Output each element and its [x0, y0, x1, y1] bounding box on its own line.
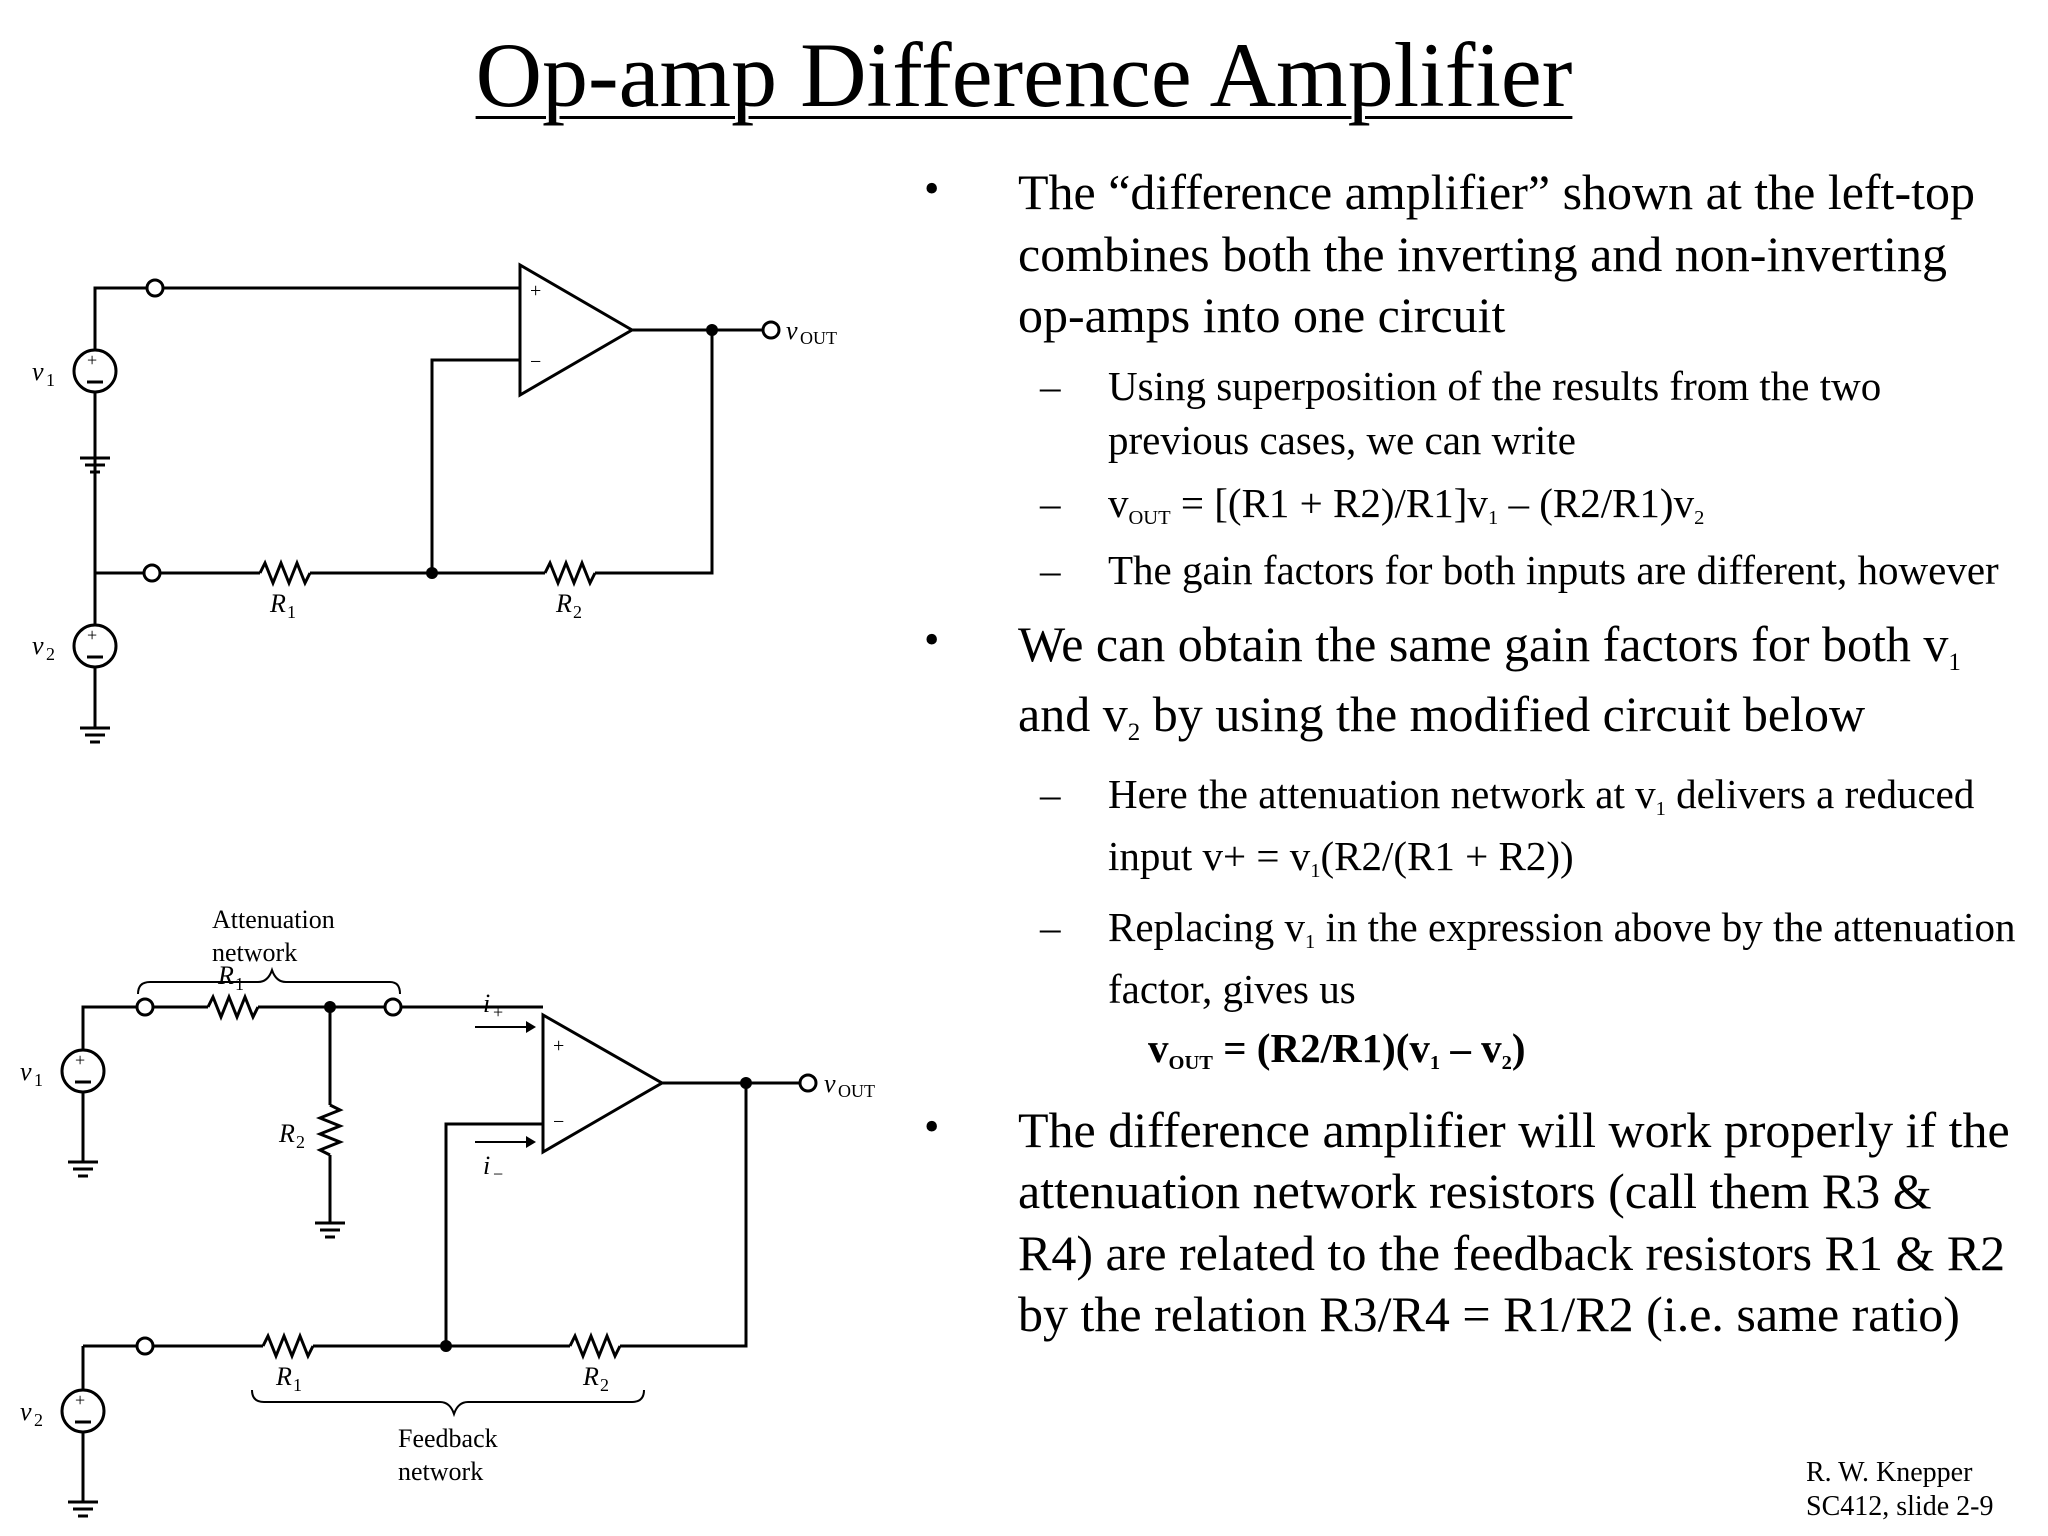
eq-sub: 1: [1487, 507, 1499, 530]
sub-bullet-2-1: [920, 764, 2020, 887]
v1-label-sub: 1: [34, 1070, 43, 1090]
r2-bottom-resistor-icon: [570, 1336, 620, 1356]
eq-sub: OUT: [1128, 507, 1171, 530]
feedback-label-line1: Feedback: [398, 1424, 498, 1453]
credit-slide-number: SC412, slide 2-9: [1806, 1491, 1994, 1523]
ground-icon: [68, 1162, 98, 1176]
inverting-input-wire: [432, 360, 520, 573]
r1-bottom-resistor-icon: [263, 1336, 313, 1356]
v2-label-sub: 2: [46, 644, 55, 664]
v1-source-plus: +: [87, 350, 98, 370]
i-minus-sub: −: [493, 1164, 504, 1184]
bullet-mark: •: [924, 1101, 940, 1151]
r1-bottom-label-sub: 1: [293, 1375, 302, 1395]
bullet-mark: •: [924, 164, 940, 213]
feedback-return-wire: [600, 330, 712, 573]
r1-resistor-icon: [260, 563, 310, 583]
v1-upper-wire: [83, 1007, 137, 1050]
r1-top-resistor-icon: [208, 997, 258, 1017]
dash-mark: –: [1040, 480, 1061, 527]
v1-wire: [95, 288, 155, 585]
sub-bullet-2-2-text: Replacing v: [1108, 904, 1305, 951]
difference-amplifier-schematic: [0, 240, 900, 780]
vout-label-sub: OUT: [838, 1081, 875, 1101]
bullet-3: [920, 1100, 2018, 1346]
vout-label: v: [786, 316, 798, 345]
attenuation-label-line1: Attenuation: [212, 905, 335, 934]
vout-label: v: [824, 1069, 836, 1098]
bullet-1-text: The “difference amplifier” shown at the left-top combines both the inverting and non-inverting op-amps into one circuit: [1018, 164, 1975, 343]
op-amp-minus-sign: −: [553, 1111, 565, 1133]
eq-sub: 2: [1694, 507, 1705, 530]
i-plus-arrow-icon: [475, 1021, 536, 1033]
v2-source-plus: +: [75, 1390, 86, 1410]
eq-part: – (R2/R1)v: [1498, 480, 1695, 527]
dash-mark: –: [1040, 547, 1061, 594]
final-equation: [920, 1024, 2020, 1075]
op-amp-plus-sign: +: [530, 280, 542, 302]
r2-bottom-label: R: [583, 1362, 599, 1391]
eq-sub: 1: [1429, 1052, 1441, 1075]
dash-mark: –: [1040, 771, 1061, 818]
sub-bullet-1-3: [920, 543, 2020, 598]
feedback-brace-icon: [252, 1390, 644, 1414]
i-plus-label: i: [483, 989, 491, 1018]
ground-icon: [80, 728, 110, 742]
feedback-return-wire: [630, 1083, 746, 1346]
r1-top-label-sub: 1: [235, 974, 244, 994]
eq-part: v: [1108, 480, 1129, 527]
inverting-node: [440, 1340, 452, 1352]
r2-shunt-label: R: [279, 1119, 295, 1148]
sub-bullet-1-1-text: Using superposition of the results from the two previous cases, we can write: [1108, 362, 1882, 464]
eq-part: ): [1511, 1025, 1526, 1072]
v2-terminal: [144, 565, 160, 581]
v2-label-sub: 2: [34, 1410, 43, 1430]
inverting-node: [426, 567, 438, 579]
r1-label: R: [270, 589, 286, 618]
r1-top-label: R: [218, 961, 234, 990]
sub-bullet-2-1-text: Here the attenuation network at v: [1108, 771, 1656, 818]
bullet-2-sub: 1: [1948, 648, 1961, 676]
attenuation-label-line2: network: [212, 938, 298, 967]
inverting-input-wire: [446, 1124, 543, 1346]
r2-shunt-label-sub: 2: [296, 1132, 305, 1152]
r1-label-sub: 1: [287, 602, 296, 622]
slide-title: Op-amp Difference Amplifier: [475, 24, 1573, 126]
sub-bullet-2-1-text: (R2/(R1 + R2)): [1320, 832, 1574, 879]
op-amp-minus-sign: −: [530, 351, 542, 373]
sub-bullet-2-1-sub: 1: [1655, 798, 1666, 821]
eq-sub: OUT: [1168, 1052, 1213, 1075]
bullet-1: [920, 162, 2020, 347]
sub-bullet-1-1: [920, 359, 2020, 469]
bullet-3-text: The difference amplifier will work properly if the attenuation network resistors (call them R3 & R4) are related to the feedback resistors R1 & R2 by the relation R3/R4 = R1/R2 (i.e. same ratio): [1018, 1101, 2010, 1343]
sub-bullet-2-1-text: delivers a reduced input v+ = v: [1108, 771, 1975, 879]
bullet-2-sub: 2: [1127, 718, 1141, 746]
bullet-list: [920, 162, 2020, 1346]
bullet-2-text: and v: [1018, 686, 1128, 743]
sub-bullet-2-2: [920, 897, 2020, 1020]
bullet-2: [920, 610, 2020, 751]
eq-part: = [(R1 + R2)/R1]v: [1170, 480, 1488, 527]
equation-vout: [1108, 480, 1705, 530]
dash-mark: –: [1040, 904, 1061, 951]
bullet-mark: •: [924, 614, 940, 664]
dash-mark: –: [1040, 362, 1061, 409]
r1-bottom-label: R: [276, 1362, 292, 1391]
r2-label: R: [556, 589, 572, 618]
sub-bullet-1-3-text: The gain factors for both inputs are different, however: [1108, 547, 1999, 594]
v1-terminal: [137, 999, 153, 1015]
v1-terminal: [147, 280, 163, 296]
eq-part: – v: [1440, 1025, 1502, 1072]
vout-label-sub: OUT: [800, 328, 837, 348]
eq-part: v: [1148, 1025, 1169, 1072]
r2-resistor-icon: [545, 563, 595, 583]
v1-label: v: [32, 357, 44, 386]
eq-part: = (R2/R1)(v: [1212, 1025, 1430, 1072]
feedback-label-line2: network: [398, 1457, 484, 1486]
sub-bullet-2-2-text: in the expression above by the attenuation factor, gives us: [1108, 904, 2016, 1012]
modified-difference-amplifier-schematic: [0, 890, 900, 1536]
output-terminal: [763, 322, 779, 338]
sub-bullet-2-2-sub: 1: [1304, 931, 1316, 954]
sub-bullet-2-1-sub: 1: [1310, 860, 1321, 883]
ground-icon: [68, 1502, 98, 1516]
r2-bottom-label-sub: 2: [600, 1375, 609, 1395]
sub-bullet-1-2: [920, 476, 2020, 533]
eq-sub: 2: [1501, 1052, 1512, 1075]
bullet-2-text: by using the modified circuit below: [1140, 686, 1866, 743]
i-minus-label: i: [483, 1151, 491, 1180]
attenuation-brace-icon: [138, 970, 400, 994]
credit-author: R. W. Knepper: [1806, 1457, 1973, 1488]
op-amp-plus-sign: +: [553, 1035, 565, 1057]
r2-shunt-resistor-icon: [320, 1105, 340, 1155]
v1-source-plus: +: [75, 1050, 86, 1070]
ground-icon: [315, 1223, 345, 1237]
v1-label: v: [20, 1057, 32, 1086]
noninverting-terminal: [385, 999, 401, 1015]
v2-label: v: [32, 631, 44, 660]
i-minus-arrow-icon: [475, 1136, 536, 1148]
slide-credit: [1806, 1456, 1993, 1524]
v1-label-sub: 1: [46, 370, 55, 390]
bullet-2-text: We can obtain the same gain factors for both v: [1018, 615, 1949, 672]
v2-terminal: [137, 1338, 153, 1354]
r2-label-sub: 2: [573, 602, 582, 622]
i-plus-sub: +: [493, 1002, 504, 1022]
output-terminal: [800, 1075, 816, 1091]
v2-source-plus: +: [87, 625, 98, 645]
v2-label: v: [20, 1397, 32, 1426]
